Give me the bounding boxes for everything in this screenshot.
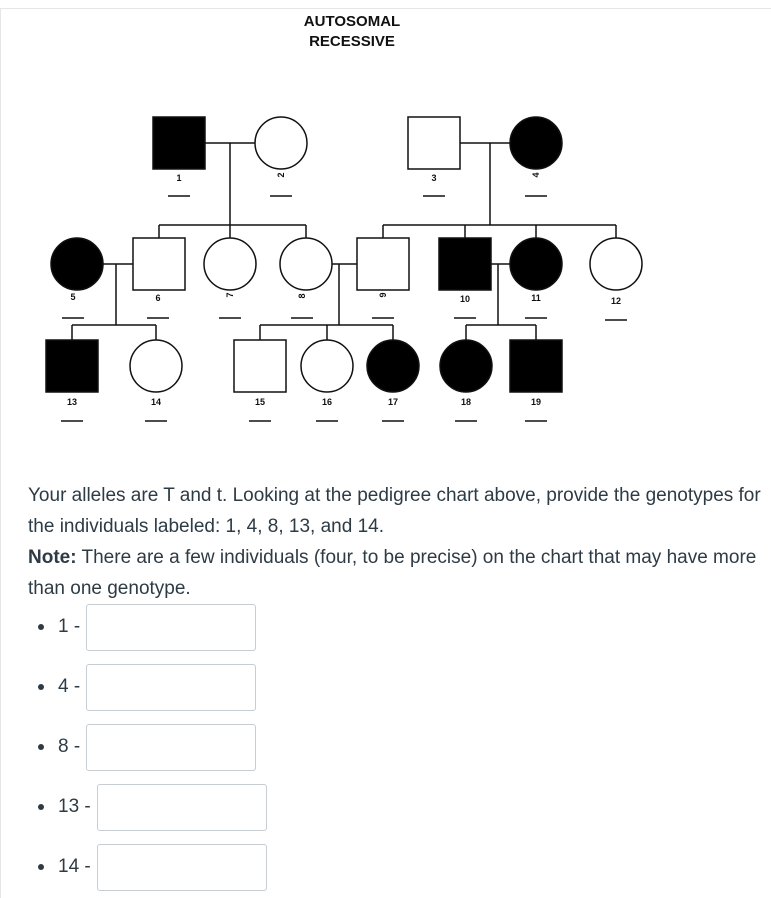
individual-18 bbox=[440, 340, 492, 421]
answer-label-14: 14 - bbox=[58, 856, 91, 877]
individual-11 bbox=[510, 238, 562, 318]
individual-1 bbox=[153, 117, 205, 196]
individual-label-19: 19 bbox=[530, 397, 542, 407]
unaffected-female-circle-14 bbox=[130, 340, 182, 392]
unaffected-female-circle-16 bbox=[301, 340, 353, 392]
affected-female-circle-11 bbox=[510, 238, 562, 290]
individual-label-4: 4 bbox=[531, 172, 541, 178]
answer-label-8: 8 - bbox=[58, 736, 81, 757]
question-note bbox=[28, 542, 763, 604]
individual-15 bbox=[234, 340, 286, 421]
unaffected-female-circle-12 bbox=[590, 238, 642, 290]
answer-item-14 bbox=[38, 843, 267, 891]
individual-17 bbox=[367, 340, 419, 421]
note-text: There are a few individuals (four, to be precise) on the chart that may have more than one genotype. bbox=[28, 547, 757, 599]
individual-7 bbox=[204, 238, 256, 318]
note-label: Note: bbox=[28, 547, 77, 568]
unaffected-male-square-15 bbox=[234, 340, 286, 392]
individual-13 bbox=[46, 340, 98, 421]
bullet-icon bbox=[38, 804, 44, 810]
individual-label-7: 7 bbox=[225, 292, 235, 298]
individual-10 bbox=[439, 238, 491, 318]
affected-female-circle-5 bbox=[51, 238, 103, 290]
chart-title-line-1: AUTOSOMAL bbox=[303, 13, 401, 30]
individual-label-8: 8 bbox=[297, 293, 307, 299]
individual-4 bbox=[510, 117, 562, 196]
bullet-icon bbox=[38, 684, 44, 690]
answer-label-13: 13 - bbox=[58, 796, 91, 817]
genotype-input-13[interactable] bbox=[97, 784, 267, 831]
answer-item-13 bbox=[38, 783, 267, 831]
affected-male-square-1 bbox=[153, 117, 205, 169]
unaffected-female-circle-7 bbox=[204, 238, 256, 290]
individual-label-5: 5 bbox=[70, 292, 76, 302]
individual-label-12: 12 bbox=[610, 296, 622, 306]
individual-label-14: 14 bbox=[150, 397, 162, 407]
unaffected-male-square-6 bbox=[133, 238, 185, 290]
pedigree-individuals bbox=[46, 117, 642, 421]
genotype-input-14[interactable] bbox=[97, 844, 267, 891]
unaffected-female-circle-2 bbox=[255, 117, 307, 169]
affected-female-circle-17 bbox=[367, 340, 419, 392]
individual-5 bbox=[51, 238, 103, 318]
unaffected-male-square-3 bbox=[408, 117, 460, 169]
individual-19 bbox=[510, 340, 562, 421]
affected-male-square-10 bbox=[439, 238, 491, 290]
unaffected-female-circle-8 bbox=[280, 238, 332, 290]
answer-item-1 bbox=[38, 603, 256, 651]
individual-label-15: 15 bbox=[254, 397, 266, 407]
answer-label-4: 4 - bbox=[58, 676, 81, 697]
affected-male-square-13 bbox=[46, 340, 98, 392]
individual-label-11: 11 bbox=[531, 293, 541, 303]
affected-female-circle-4 bbox=[510, 117, 562, 169]
bullet-icon bbox=[38, 624, 44, 630]
answer-item-8 bbox=[38, 723, 256, 771]
bullet-icon bbox=[38, 744, 44, 750]
affected-female-circle-18 bbox=[440, 340, 492, 392]
individual-12 bbox=[590, 238, 642, 320]
unaffected-male-square-9 bbox=[357, 238, 409, 290]
bullet-icon bbox=[38, 864, 44, 870]
individual-label-13: 13 bbox=[66, 397, 78, 407]
individual-label-16: 16 bbox=[321, 397, 333, 407]
question-prompt: Your alleles are T and t. Looking at the pedigree chart above, provide the genotypes for the individuals labeled: 1, 4, 8, 13, and 14. bbox=[28, 485, 761, 537]
genotype-input-4[interactable] bbox=[86, 664, 256, 711]
individual-8 bbox=[280, 238, 332, 318]
individual-label-10: 10 bbox=[459, 294, 471, 304]
answer-item-4 bbox=[38, 663, 256, 711]
individual-label-6: 6 bbox=[155, 293, 161, 303]
individual-label-3: 3 bbox=[431, 173, 437, 183]
individual-6 bbox=[133, 238, 185, 318]
individual-9 bbox=[357, 238, 409, 318]
individual-14 bbox=[130, 340, 182, 421]
genotype-input-8[interactable] bbox=[86, 724, 256, 771]
answer-label-1: 1 - bbox=[58, 616, 81, 637]
chart-title-line-2: RECESSIVE bbox=[309, 33, 395, 50]
individual-label-2: 2 bbox=[276, 172, 286, 178]
individual-label-17: 17 bbox=[387, 397, 399, 407]
individual-3 bbox=[408, 117, 460, 196]
genotype-input-1[interactable] bbox=[86, 604, 256, 651]
individual-label-1: 1 bbox=[176, 173, 182, 183]
question-text bbox=[28, 480, 763, 604]
individual-label-18: 18 bbox=[460, 397, 472, 407]
individual-label-9: 9 bbox=[378, 292, 388, 298]
affected-male-square-19 bbox=[510, 340, 562, 392]
individual-2 bbox=[255, 117, 307, 196]
individual-16 bbox=[301, 340, 353, 421]
